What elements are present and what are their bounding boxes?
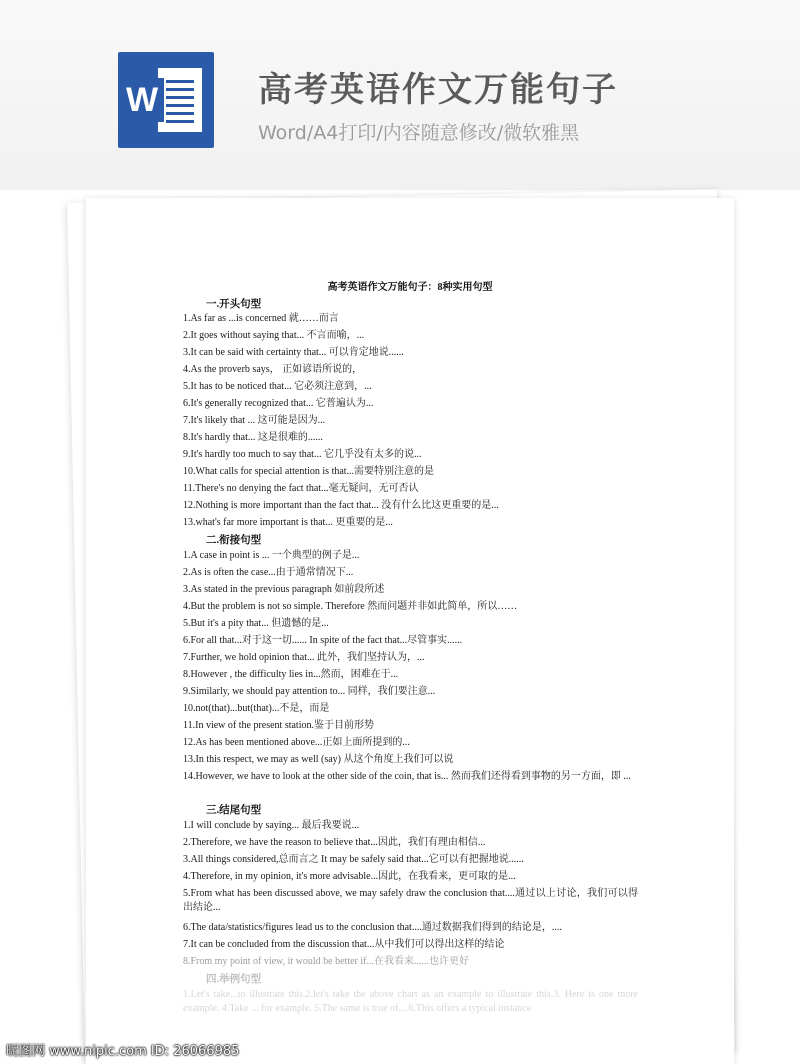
list-item: 7.Further, we hold opinion that... 此外，我们坚持认为，... [183, 652, 425, 663]
list-item: 1.Let's take...to illustrate this.2.let's take the above chart as an example to illustrate this.3. Here is one more example. 4.Take ... for example. 5.The same is true of....6.This offers a typical instance [183, 989, 638, 1014]
list-item: 10.What calls for special attention is that...需要特别注意的是 [183, 466, 435, 477]
list-item: 1.As far as ...is concerned 就……而言 [183, 313, 339, 324]
list-item: 3.As stated in the previous paragraph 如前段所述 [183, 584, 385, 595]
list-item: 4.But the problem is not so simple. Therefore 然而问题并非如此简单，所以…… [183, 601, 518, 612]
list-item: 10.not(that)...but(that)...不是，而是 [183, 703, 330, 714]
list-item: 5.From what has been discussed above, we may safely draw the conclusion that....通过以上讨论，我们可以得出结论... [183, 888, 638, 913]
list-item: 5.But it's a pity that... 但遗憾的是... [183, 618, 329, 629]
list-item: 2.As is often the case...由于通常情况下... [183, 567, 354, 578]
list-item: 9.Similarly, we should pay attention to... 同样，我们要注意... [183, 686, 436, 697]
list-item: 8.However , the difficulty lies in...然而，困难在于... [183, 669, 399, 680]
list-item: 12.Nothing is more important than the fact that... 没有什么比这更重要的是... [183, 500, 499, 511]
list-item: 8.From my point of view, it would be better if...在我看来......也许更好 [183, 956, 469, 967]
list-item: 11.There's no denying the fact that...毫无疑问，无可否认 [183, 483, 419, 494]
word-document-icon [118, 52, 214, 148]
list-item: 5.It has to be noticed that... 它必须注意到，... [183, 381, 372, 392]
section-heading: 一.开头句型 [206, 299, 262, 310]
list-item: 6.For all that...对于这一切...... In spite of the fact that...尽管事实...... [183, 635, 463, 646]
list-item: 4.As the proverb says， 正如谚语所说的， [183, 364, 363, 375]
section-heading: 二.衔接句型 [206, 535, 262, 546]
watermark-text: 昵图网 www.nipic.com ID: 26066985 [6, 1044, 240, 1059]
section-heading: 四.举例句型 [206, 974, 262, 985]
list-item: 11.In view of the present station.鉴于目前形势 [183, 720, 374, 731]
document-page-icon [158, 68, 202, 132]
list-item: 8.It's hardly that... 这是很难的...... [183, 432, 323, 443]
list-item: 3.It can be said with certainty that... 可以肯定地说...... [183, 347, 404, 358]
list-item: 13.what's far more important is that... 更重要的是... [183, 517, 393, 528]
word-letter-w: W [126, 78, 164, 122]
list-item: 4.Therefore, in my opinion, it's more advisable...因此，在我看来，更可取的是... [183, 871, 516, 882]
page-subtitle: Word/A4打印/内容随意修改/微软雅黑 [258, 122, 580, 144]
list-item: 7.It's likely that ... 这可能是因为... [183, 415, 326, 426]
list-item: 6.It's generally recognized that... 它普遍认为... [183, 398, 374, 409]
document-title: 高考英语作文万能句子：8种实用句型 [327, 282, 493, 293]
list-item: 13.In this respect, we may as well (say) 从这个角度上我们可以说 [183, 754, 454, 765]
document-page [86, 198, 734, 1064]
list-item: 7.It can be concluded from the discussion that...从中我们可以得出这样的结论 [183, 939, 505, 950]
page-title: 高考英语作文万能句子 [258, 70, 618, 110]
list-item: 3.All things considered,总而言之 It may be safely said that...它可以有把握地说...... [183, 854, 524, 865]
list-item: 2.Therefore, we have the reason to believe that...因此，我们有理由相信... [183, 837, 486, 848]
watermark-bar [0, 1036, 800, 1064]
section-heading: 三.结尾句型 [206, 805, 262, 816]
list-item: 1.I will conclude by saying... 最后我要说... [183, 820, 360, 831]
list-item: 9.It's hardly too much to say that... 它几乎没有太多的说... [183, 449, 422, 460]
list-item: 14.However, we have to look at the other side of the coin, that is... 然而我们还得看到事物的另一方面，即 ... [183, 771, 631, 782]
list-item: 1.A case in point is ... 一个典型的例子是... [183, 550, 360, 561]
list-item: 6.The data/statistics/figures lead us to the conclusion that....通过数据我们得到的结论是，.... [183, 922, 562, 933]
banner-header [0, 0, 800, 190]
list-item: 2.It goes without saying that... 不言而喻，... [183, 330, 365, 341]
list-item: 12.As has been mentioned above...正如上面所提到的... [183, 737, 410, 748]
